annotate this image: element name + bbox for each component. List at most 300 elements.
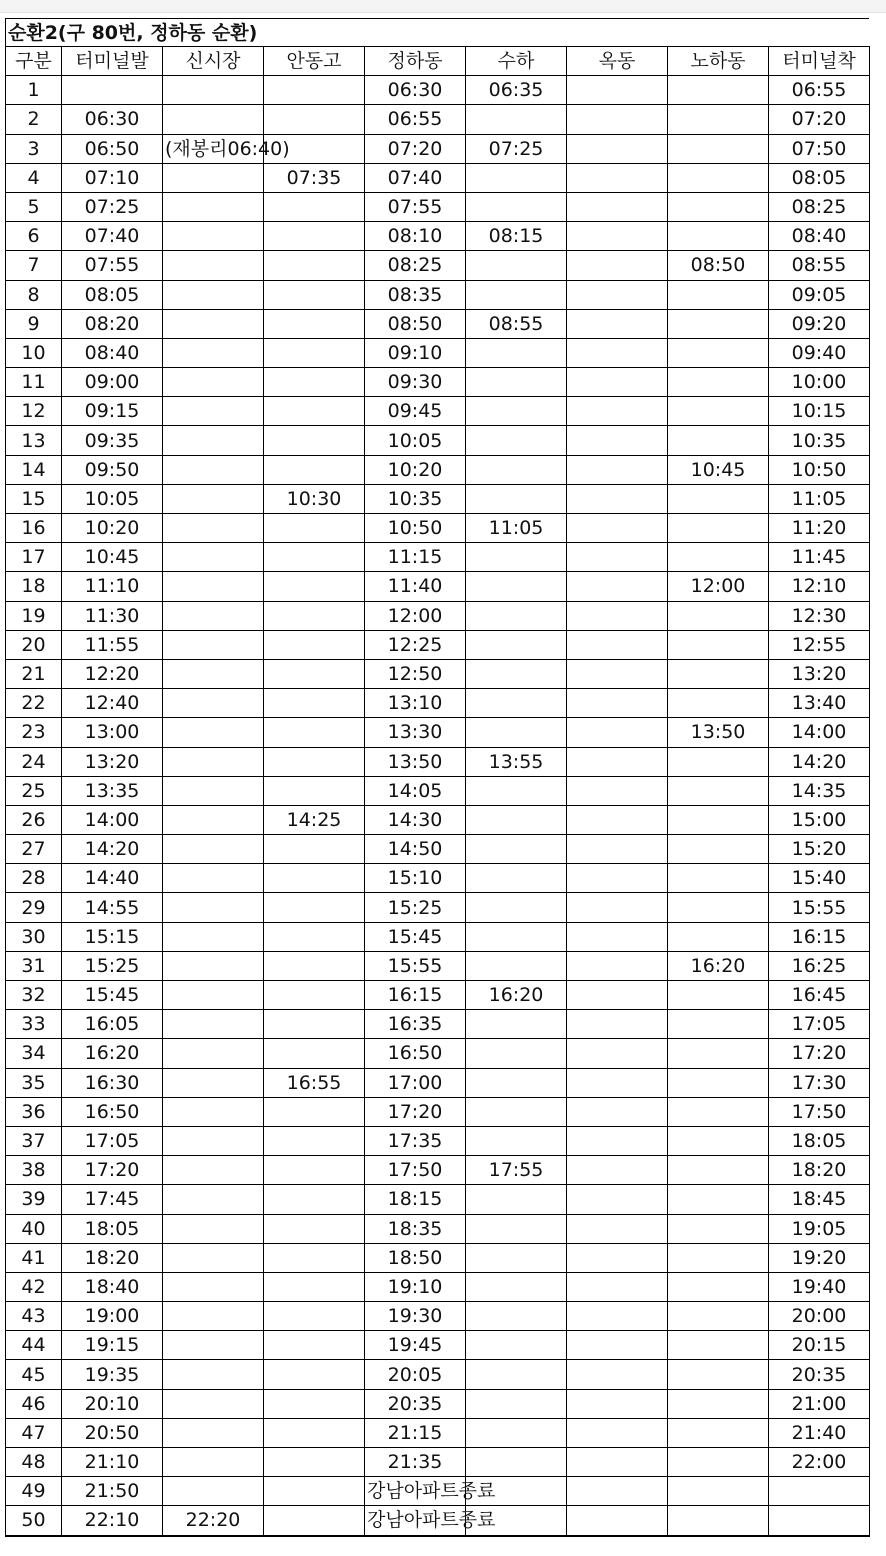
table-row: [6, 1448, 870, 1477]
cell-jeongha-dong: 15:55: [365, 951, 466, 980]
cell-jeongha-dong: 20:05: [365, 1360, 466, 1389]
cell-terminal-arrive: 16:15: [769, 922, 870, 951]
cell-sinsijang: [163, 951, 264, 980]
table-row: [6, 1039, 870, 1068]
cell-noha-dong: [668, 1185, 769, 1214]
cell-okdong: [567, 338, 668, 367]
cell-okdong: [567, 1477, 668, 1506]
cell-sinsijang: 22:20: [163, 1506, 264, 1536]
cell-index: 39: [6, 1185, 62, 1214]
cell-andong-high: [264, 1331, 365, 1360]
table-row: [6, 1126, 870, 1155]
cell-okdong: [567, 922, 668, 951]
cell-index: 5: [6, 192, 62, 221]
cell-andong-high: [264, 222, 365, 251]
cell-sinsijang: [163, 368, 264, 397]
cell-andong-high: [264, 1214, 365, 1243]
cell-terminal-arrive: 11:45: [769, 543, 870, 572]
table-row: [6, 1068, 870, 1097]
cell-andong-high: [264, 747, 365, 776]
cell-jeongha-dong: 18:35: [365, 1214, 466, 1243]
table-row: [6, 76, 870, 105]
cell-andong-high: 10:30: [264, 484, 365, 513]
cell-jeongha-dong: 17:50: [365, 1156, 466, 1185]
cell-terminal-arrive: 15:55: [769, 893, 870, 922]
cell-sinsijang: [163, 338, 264, 367]
cell-andong-high: [264, 1097, 365, 1126]
cell-suha: 07:25: [466, 134, 567, 163]
cell-okdong: [567, 747, 668, 776]
cell-terminal-depart: 13:35: [62, 776, 163, 805]
cell-noha-dong: 13:50: [668, 718, 769, 747]
cell-noha-dong: [668, 805, 769, 834]
cell-okdong: [567, 397, 668, 426]
cell-jeongha-dong: 07:20: [365, 134, 466, 163]
cell-sinsijang: [163, 718, 264, 747]
cell-noha-dong: [668, 1243, 769, 1272]
cell-terminal-arrive: 21:00: [769, 1389, 870, 1418]
cell-sinsijang: [163, 1097, 264, 1126]
cell-jeongha-dong: 14:30: [365, 805, 466, 834]
cell-andong-high: 16:55: [264, 1068, 365, 1097]
cell-terminal-arrive: 15:20: [769, 835, 870, 864]
cell-andong-high: [264, 251, 365, 280]
cell-andong-high: [264, 864, 365, 893]
cell-andong-high: [264, 1389, 365, 1418]
cell-suha: 17:55: [466, 1156, 567, 1185]
cell-okdong: [567, 601, 668, 630]
cell-noha-dong: [668, 105, 769, 134]
cell-terminal-arrive: 10:35: [769, 426, 870, 455]
table-row: [6, 572, 870, 601]
cell-terminal-arrive: 19:40: [769, 1272, 870, 1301]
cell-sinsijang: [163, 222, 264, 251]
cell-suha: [466, 689, 567, 718]
cell-noha-dong: [668, 1302, 769, 1331]
cell-sinsijang: [163, 747, 264, 776]
cell-terminal-depart: 20:50: [62, 1418, 163, 1447]
cell-sinsijang: [163, 776, 264, 805]
cell-terminal-arrive: 09:20: [769, 309, 870, 338]
cell-terminal-arrive: 07:20: [769, 105, 870, 134]
cell-suha: [466, 1097, 567, 1126]
cell-okdong: [567, 1068, 668, 1097]
table-row: [6, 747, 870, 776]
cell-index: 18: [6, 572, 62, 601]
cell-jeongha-dong: 13:10: [365, 689, 466, 718]
cell-noha-dong: [668, 280, 769, 309]
table-row: [6, 1097, 870, 1126]
cell-okdong: [567, 1448, 668, 1477]
cell-terminal-depart: 14:00: [62, 805, 163, 834]
cell-jeongha-dong: 19:30: [365, 1302, 466, 1331]
cell-sinsijang: [163, 1477, 264, 1506]
cell-terminal-depart: 09:15: [62, 397, 163, 426]
cell-andong-high: [264, 981, 365, 1010]
header-cell-jeongha-dong: 정하동: [365, 47, 466, 76]
cell-noha-dong: [668, 426, 769, 455]
cell-index: 31: [6, 951, 62, 980]
cell-andong-high: [264, 1302, 365, 1331]
cell-sinsijang: [163, 543, 264, 572]
cell-andong-high: [264, 1126, 365, 1155]
cell-okdong: [567, 1243, 668, 1272]
cell-terminal-depart: 09:50: [62, 455, 163, 484]
cell-noha-dong: [668, 1039, 769, 1068]
cell-note-text: (재봉리06:40): [165, 137, 290, 160]
cell-jeongha-dong: 11:15: [365, 543, 466, 572]
table-row: [6, 981, 870, 1010]
cell-andong-high: [264, 893, 365, 922]
cell-sinsijang: [163, 922, 264, 951]
cell-terminal-depart: 06:50: [62, 134, 163, 163]
header-cell-andong-high: 안동고: [264, 47, 365, 76]
cell-index: 36: [6, 1097, 62, 1126]
cell-jeongha-dong: 13:30: [365, 718, 466, 747]
cell-sinsijang: [163, 76, 264, 105]
table-row: [6, 1243, 870, 1272]
cell-okdong: [567, 718, 668, 747]
header-cell-terminal-depart: 터미널발: [62, 47, 163, 76]
table-row: [6, 338, 870, 367]
cell-index: 8: [6, 280, 62, 309]
cell-sinsijang: [163, 1360, 264, 1389]
cell-noha-dong: [668, 1389, 769, 1418]
cell-noha-dong: [668, 338, 769, 367]
cell-terminal-arrive: 06:55: [769, 76, 870, 105]
cell-jeongha-dong: 20:35: [365, 1389, 466, 1418]
cell-okdong: [567, 484, 668, 513]
cell-sinsijang: [163, 1272, 264, 1301]
cell-index: 19: [6, 601, 62, 630]
table-row: [6, 426, 870, 455]
table-row: [6, 222, 870, 251]
cell-index: 43: [6, 1302, 62, 1331]
cell-jeongha-dong: 09:10: [365, 338, 466, 367]
cell-index: 29: [6, 893, 62, 922]
cell-sinsijang: [163, 484, 264, 513]
cell-terminal-arrive: 08:05: [769, 163, 870, 192]
cell-andong-high: [264, 1156, 365, 1185]
cell-jeongha-dong: 10:35: [365, 484, 466, 513]
cell-terminal-depart: 13:20: [62, 747, 163, 776]
table-row: [6, 1272, 870, 1301]
cell-terminal-arrive: 15:00: [769, 805, 870, 834]
cell-jeongha-dong: 08:50: [365, 309, 466, 338]
cell-suha: [466, 1448, 567, 1477]
header-cell-suha: 수하: [466, 47, 567, 76]
table-row: [6, 1214, 870, 1243]
cell-jeongha-dong: 08:10: [365, 222, 466, 251]
table-row: [6, 893, 870, 922]
cell-terminal-arrive: 17:50: [769, 1097, 870, 1126]
cell-terminal-depart: 07:40: [62, 222, 163, 251]
table-row: [6, 1331, 870, 1360]
cell-terminal-arrive: 09:40: [769, 338, 870, 367]
cell-sinsijang: [163, 689, 264, 718]
header-cell-noha-dong: 노하동: [668, 47, 769, 76]
cell-terminal-arrive: 11:05: [769, 484, 870, 513]
table-row: [6, 805, 870, 834]
cell-andong-high: [264, 1185, 365, 1214]
cell-terminal-depart: 18:40: [62, 1272, 163, 1301]
table-row: [6, 1156, 870, 1185]
cell-suha: 13:55: [466, 747, 567, 776]
cell-andong-high: [264, 514, 365, 543]
cell-index: 48: [6, 1448, 62, 1477]
cell-okdong: [567, 1331, 668, 1360]
cell-sinsijang: [163, 864, 264, 893]
cell-okdong: [567, 689, 668, 718]
cell-noha-dong: 10:45: [668, 455, 769, 484]
cell-andong-high: [264, 192, 365, 221]
cell-andong-high: [264, 105, 365, 134]
cell-terminal-depart: 08:05: [62, 280, 163, 309]
cell-andong-high: [264, 397, 365, 426]
cell-okdong: [567, 1010, 668, 1039]
table-row: [6, 251, 870, 280]
cell-index: 42: [6, 1272, 62, 1301]
header-cell-terminal-arrive: 터미널착: [769, 47, 870, 76]
cell-index: 45: [6, 1360, 62, 1389]
cell-sinsijang: [163, 455, 264, 484]
cell-terminal-arrive: 15:40: [769, 864, 870, 893]
cell-suha: [466, 338, 567, 367]
cell-okdong: [567, 1156, 668, 1185]
cell-terminal-depart: 12:20: [62, 659, 163, 688]
cell-andong-high: [264, 426, 365, 455]
cell-index: 46: [6, 1389, 62, 1418]
cell-jeongha-dong: 11:40: [365, 572, 466, 601]
cell-index: 3: [6, 134, 62, 163]
table-row: [6, 1418, 870, 1447]
cell-okdong: [567, 1272, 668, 1301]
table-row: [6, 134, 870, 163]
cell-andong-high: [264, 1506, 365, 1536]
cell-terminal-arrive: 14:00: [769, 718, 870, 747]
cell-jeongha-dong: 12:00: [365, 601, 466, 630]
cell-okdong: [567, 630, 668, 659]
timetable-sheet: [5, 18, 869, 1537]
cell-index: 22: [6, 689, 62, 718]
cell-jeongha-dong: 13:50: [365, 747, 466, 776]
cell-sinsijang: [163, 251, 264, 280]
cell-okdong: [567, 1389, 668, 1418]
cell-jeongha-dong: 17:00: [365, 1068, 466, 1097]
cell-suha: [466, 1389, 567, 1418]
cell-okdong: [567, 1418, 668, 1447]
table-row: [6, 776, 870, 805]
cell-okdong: [567, 222, 668, 251]
cell-jeongha-dong: 06:30: [365, 76, 466, 105]
cell-terminal-depart: 13:00: [62, 718, 163, 747]
cell-suha: [466, 1360, 567, 1389]
cell-suha: [466, 1039, 567, 1068]
cell-terminal-depart: 16:20: [62, 1039, 163, 1068]
cell-index: 14: [6, 455, 62, 484]
cell-terminal-depart: 21:50: [62, 1477, 163, 1506]
cell-andong-high: [264, 1477, 365, 1506]
cell-index: 26: [6, 805, 62, 834]
cell-index: 38: [6, 1156, 62, 1185]
cell-noha-dong: [668, 1068, 769, 1097]
table-row: [6, 192, 870, 221]
cell-terminal-depart: [62, 76, 163, 105]
cell-terminal-depart: 11:55: [62, 630, 163, 659]
header-cell-okdong: 옥동: [567, 47, 668, 76]
cell-suha: [466, 192, 567, 221]
cell-sinsijang: [163, 309, 264, 338]
cell-okdong: [567, 835, 668, 864]
cell-andong-high: [264, 601, 365, 630]
cell-sinsijang: [163, 1214, 264, 1243]
cell-andong-high: [264, 1272, 365, 1301]
cell-okdong: [567, 1097, 668, 1126]
cell-suha: [466, 455, 567, 484]
cell-index: 30: [6, 922, 62, 951]
table-row: [6, 951, 870, 980]
cell-jeongha-dong: 15:45: [365, 922, 466, 951]
cell-terminal-depart: 07:55: [62, 251, 163, 280]
cell-terminal-depart: 17:45: [62, 1185, 163, 1214]
cell-index: 1: [6, 76, 62, 105]
cell-terminal-arrive: 20:35: [769, 1360, 870, 1389]
cell-suha: [466, 951, 567, 980]
cell-okdong: [567, 368, 668, 397]
cell-suha: [466, 630, 567, 659]
cell-noha-dong: [668, 222, 769, 251]
cell-terminal-depart: 07:25: [62, 192, 163, 221]
cell-suha: 08:55: [466, 309, 567, 338]
cell-suha: [466, 397, 567, 426]
cell-sinsijang: [163, 105, 264, 134]
table-row: [6, 280, 870, 309]
cell-okdong: [567, 105, 668, 134]
cell-suha: [466, 105, 567, 134]
cell-suha: [466, 922, 567, 951]
cell-noha-dong: [668, 1126, 769, 1155]
cell-noha-dong: [668, 747, 769, 776]
cell-suha: [466, 718, 567, 747]
cell-terminal-depart: 15:45: [62, 981, 163, 1010]
table-row: [6, 864, 870, 893]
table-title: 순환2(구 80번, 정하동 순환): [5, 18, 869, 46]
cell-jeongha-dong: 06:55: [365, 105, 466, 134]
cell-sinsijang: [163, 514, 264, 543]
cell-suha: [466, 601, 567, 630]
cell-index: 23: [6, 718, 62, 747]
cell-jeongha-dong: 17:20: [365, 1097, 466, 1126]
cell-sinsijang: [163, 1156, 264, 1185]
cell-okdong: [567, 1302, 668, 1331]
cell-jeongha-dong: 12:50: [365, 659, 466, 688]
cell-terminal-depart: 16:50: [62, 1097, 163, 1126]
cell-index: 50: [6, 1506, 62, 1536]
cell-suha: [466, 1418, 567, 1447]
cell-sinsijang: [163, 426, 264, 455]
cell-okdong: [567, 163, 668, 192]
cell-andong-high: [264, 689, 365, 718]
cell-terminal-arrive: 10:50: [769, 455, 870, 484]
timetable-body: [6, 76, 870, 1536]
cell-jeongha-dong: 10:05: [365, 426, 466, 455]
cell-terminal-depart: 08:20: [62, 309, 163, 338]
cell-andong-high: 14:25: [264, 805, 365, 834]
cell-okdong: [567, 251, 668, 280]
cell-andong-high: [264, 368, 365, 397]
cell-sinsijang: [163, 1126, 264, 1155]
cell-index: 44: [6, 1331, 62, 1360]
cell-andong-high: [264, 280, 365, 309]
cell-terminal-arrive: 08:55: [769, 251, 870, 280]
cell-noha-dong: [668, 864, 769, 893]
cell-index: 10: [6, 338, 62, 367]
cell-terminal-depart: 18:05: [62, 1214, 163, 1243]
cell-noha-dong: [668, 1506, 769, 1536]
cell-terminal-depart: 09:00: [62, 368, 163, 397]
cell-jeongha-dong: 21:35: [365, 1448, 466, 1477]
cell-okdong: [567, 659, 668, 688]
cell-noha-dong: [668, 659, 769, 688]
table-row: [6, 835, 870, 864]
cell-terminal-depart: 17:20: [62, 1156, 163, 1185]
cell-note-text: 강남아파트종료: [367, 1480, 496, 1503]
cell-index: 34: [6, 1039, 62, 1068]
cell-noha-dong: [668, 835, 769, 864]
cell-terminal-arrive: 07:50: [769, 134, 870, 163]
cell-terminal-arrive: 22:00: [769, 1448, 870, 1477]
cell-jeongha-dong: 07:55: [365, 192, 466, 221]
cell-okdong: [567, 76, 668, 105]
cell-terminal-depart: 16:30: [62, 1068, 163, 1097]
cell-noha-dong: [668, 543, 769, 572]
cell-noha-dong: [668, 1097, 769, 1126]
cell-terminal-depart: 16:05: [62, 1010, 163, 1039]
header-cell-index: 구분: [6, 47, 62, 76]
cell-jeongha-dong: 19:45: [365, 1331, 466, 1360]
header-cell-sinsijang: 신시장: [163, 47, 264, 76]
cell-andong-high: [264, 951, 365, 980]
cell-terminal-depart: 15:15: [62, 922, 163, 951]
cell-jeongha-dong: 18:15: [365, 1185, 466, 1214]
cell-suha: [466, 864, 567, 893]
cell-noha-dong: [668, 1272, 769, 1301]
cell-index: 16: [6, 514, 62, 543]
cell-noha-dong: [668, 630, 769, 659]
cell-sinsijang: [163, 1243, 264, 1272]
cell-terminal-depart: 10:05: [62, 484, 163, 513]
cell-okdong: [567, 951, 668, 980]
cell-andong-high: [264, 572, 365, 601]
cell-noha-dong: 08:50: [668, 251, 769, 280]
cell-index: 21: [6, 659, 62, 688]
cell-okdong: [567, 455, 668, 484]
cell-terminal-depart: 10:45: [62, 543, 163, 572]
table-row: [6, 922, 870, 951]
cell-jeongha-dong: 14:50: [365, 835, 466, 864]
cell-terminal-depart: 08:40: [62, 338, 163, 367]
cell-okdong: [567, 514, 668, 543]
cell-terminal-arrive: 08:40: [769, 222, 870, 251]
cell-terminal-arrive: 13:40: [769, 689, 870, 718]
cell-noha-dong: [668, 368, 769, 397]
cell-sinsijang: [163, 280, 264, 309]
cell-suha: [466, 543, 567, 572]
cell-suha: [466, 1214, 567, 1243]
cell-andong-high: [264, 718, 365, 747]
cell-terminal-depart: 09:35: [62, 426, 163, 455]
cell-index: 11: [6, 368, 62, 397]
